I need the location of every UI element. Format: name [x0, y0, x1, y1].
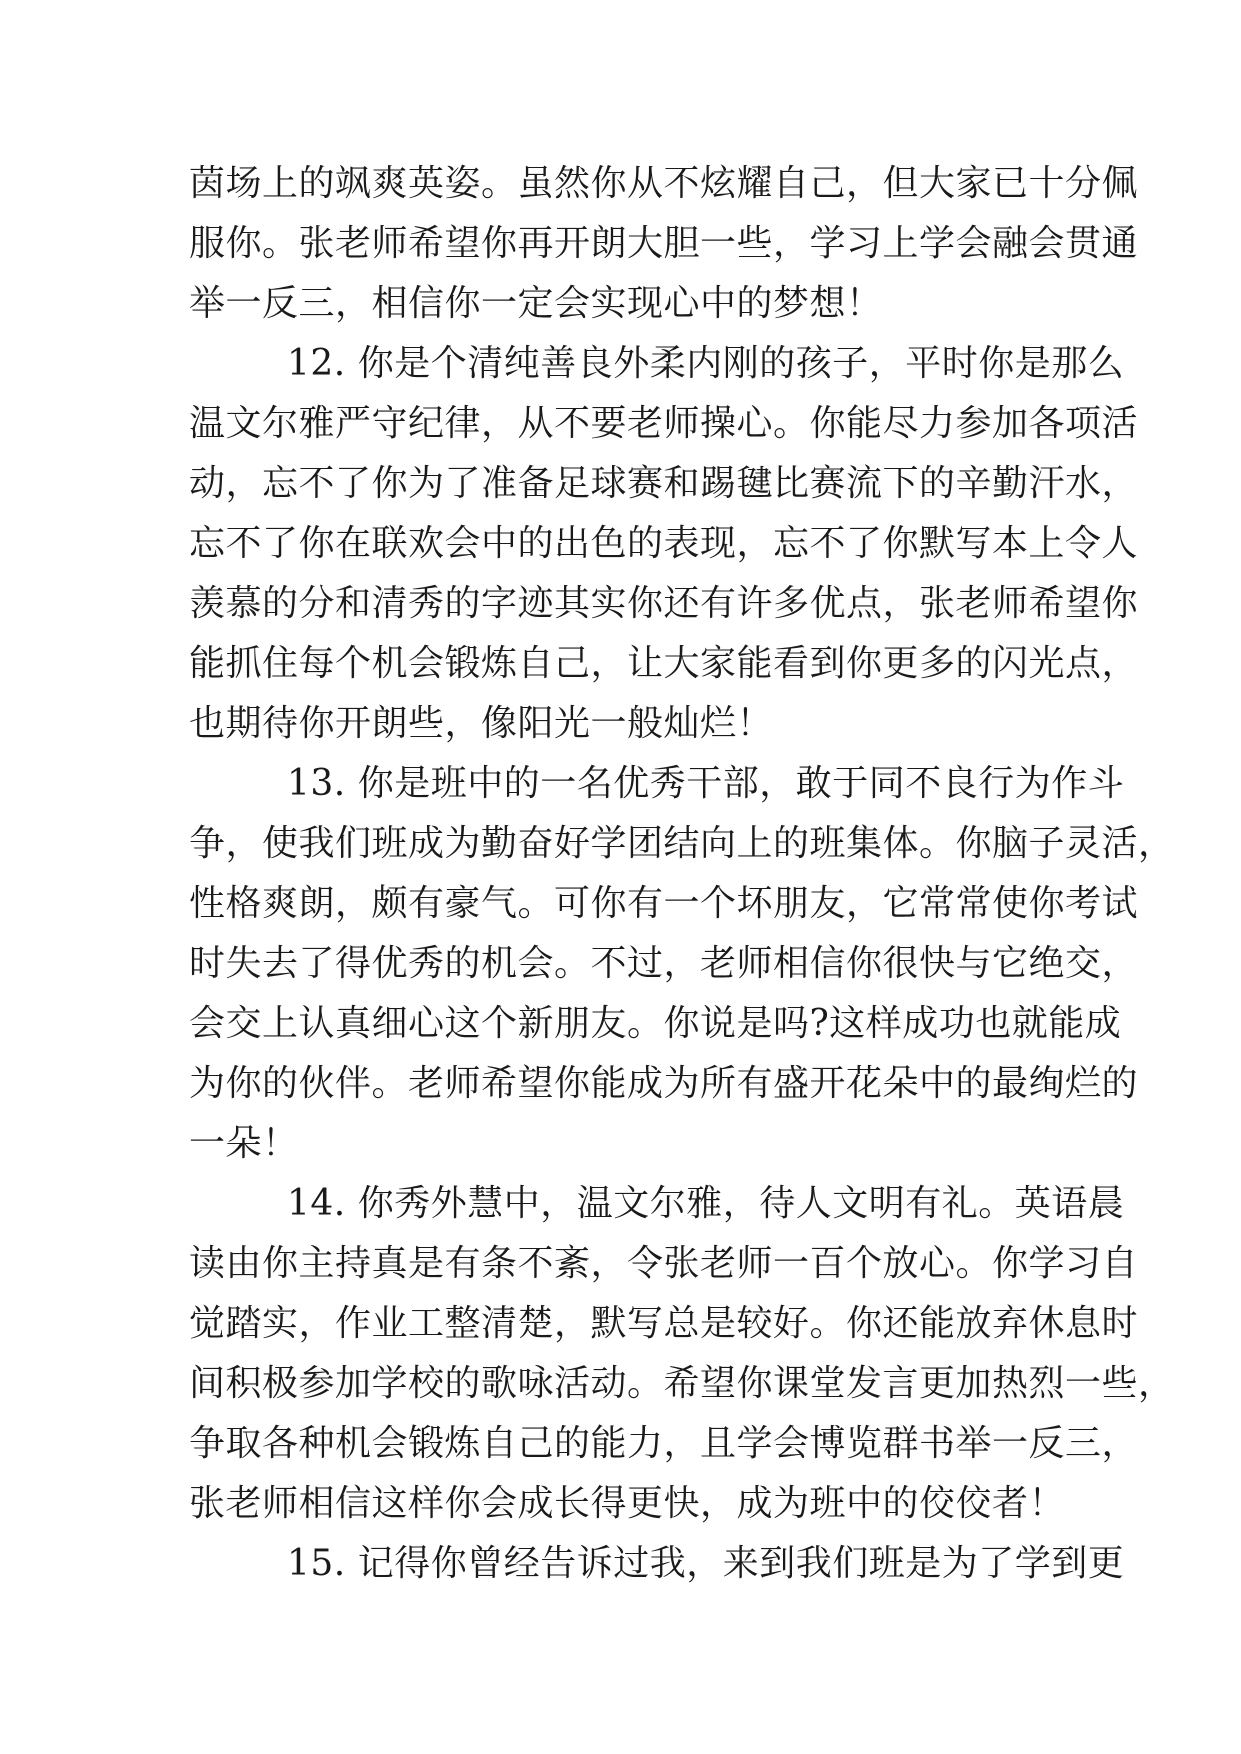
paragraph-15-start: 15. 记得你曾经告诉过我，来到我们班是为了学到更 — [287, 1543, 1125, 1584]
text-line: 动，忘不了你为了准备足球赛和踢毽比赛流下的辛勤汗水， — [189, 463, 1139, 504]
text-line: 时失去了得优秀的机会。不过，老师相信你很快与它绝交， — [189, 943, 1139, 984]
paragraph-13-start: 13. 你是班中的一名优秀干部，敢于同不良行为作斗 — [287, 763, 1125, 804]
text-line: 忘不了你在联欢会中的出色的表现，忘不了你默写本上令人 — [189, 523, 1139, 564]
paragraph-12-start: 12. 你是个清纯善良外柔内刚的孩子，平时你是那么 — [287, 343, 1125, 384]
text-line: 举一反三，相信你一定会实现心中的梦想！ — [189, 283, 883, 324]
text-line: 能抓住每个机会锻炼自己，让大家能看到你更多的闪光点， — [189, 643, 1139, 684]
paragraph-14-start: 14. 你秀外慧中，温文尔雅，待人文明有礼。英语晨 — [287, 1183, 1125, 1224]
text-line: 争取各种机会锻炼自己的能力，且学会博览群书举一反三， — [189, 1423, 1139, 1464]
text-line: 性格爽朗，颇有豪气。可你有一个坏朋友，它常常使你考试 — [189, 883, 1139, 924]
text-line: 为你的伙伴。老师希望你能成为所有盛开花朵中的最绚烂的 — [189, 1063, 1139, 1104]
text-line: 温文尔雅严守纪律，从不要老师操心。你能尽力参加各项活 — [189, 403, 1139, 444]
text-line: 也期待你开朗些，像阳光一般灿烂！ — [189, 703, 774, 744]
text-line: 茵场上的飒爽英姿。虽然你从不炫耀自己，但大家已十分佩 — [189, 163, 1139, 204]
text-line: 羡慕的分和清秀的字迹其实你还有许多优点，张老师希望你 — [189, 583, 1139, 624]
text-line: 间积极参加学校的歌咏活动。希望你课堂发言更加热烈一些， — [189, 1363, 1175, 1404]
text-line: 服你。张老师希望你再开朗大胆一些，学习上学会融会贯通 — [189, 223, 1139, 264]
text-line: 会交上认真细心这个新朋友。你说是吗?这样成功也就能成 — [189, 1003, 1122, 1044]
text-line: 觉踏实，作业工整清楚，默写总是较好。你还能放弃休息时 — [189, 1303, 1139, 1344]
text-line: 争，使我们班成为勤奋好学团结向上的班集体。你脑子灵活， — [189, 823, 1175, 864]
text-line: 张老师相信这样你会成长得更快，成为班中的佼佼者！ — [189, 1483, 1066, 1524]
text-line: 读由你主持真是有条不紊，令张老师一百个放心。你学习自 — [189, 1243, 1139, 1284]
text-line: 一朵！ — [189, 1123, 299, 1164]
